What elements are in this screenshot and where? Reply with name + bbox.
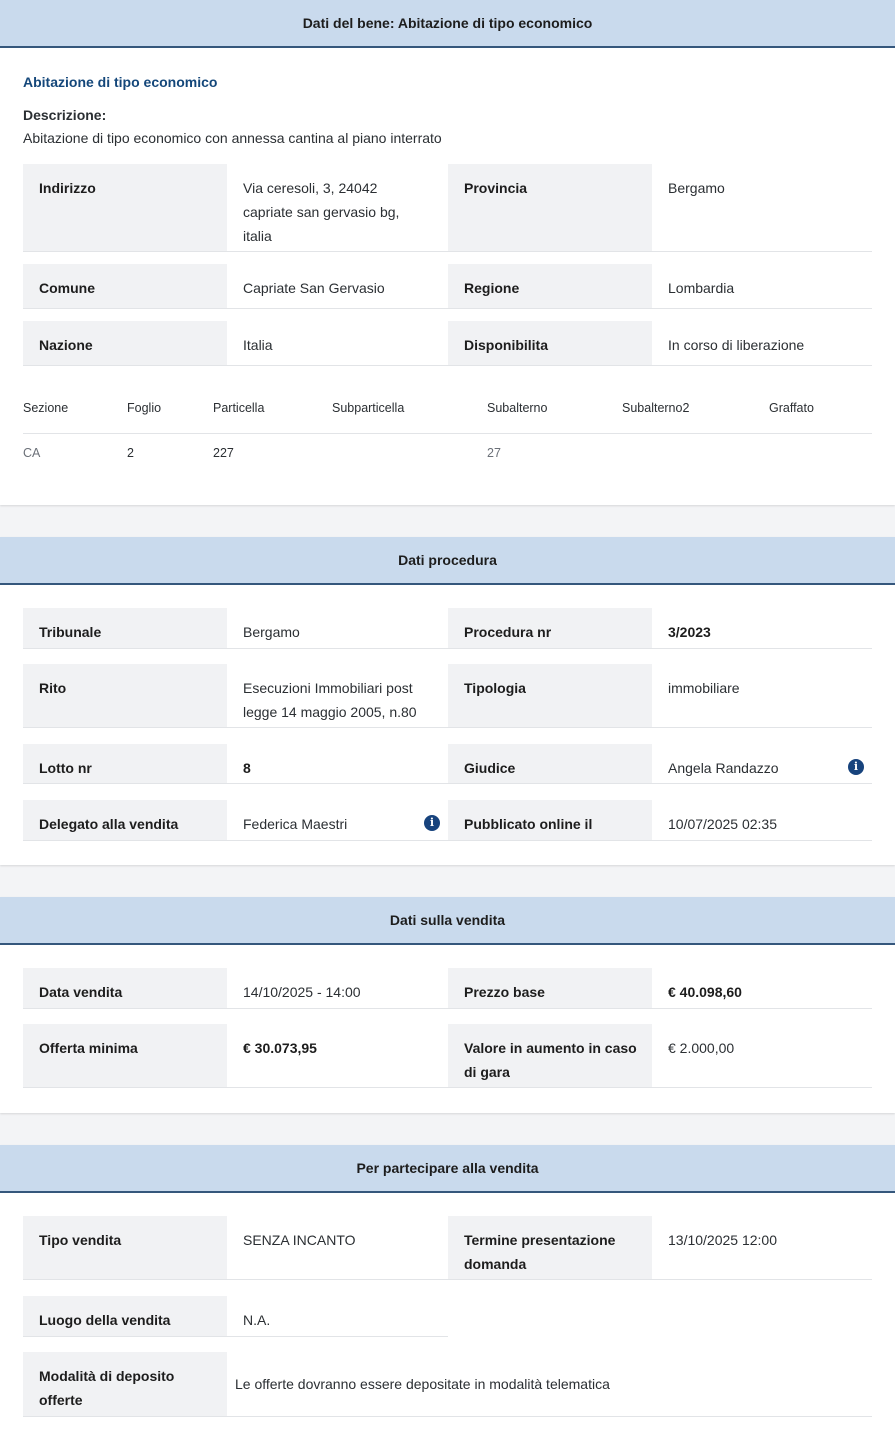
termine-value: 13/10/2025 12:00: [652, 1216, 872, 1280]
regione-value: Lombardia: [652, 264, 872, 309]
catasto-sezione: CA: [23, 446, 41, 461]
tipo-vendita-label: Tipo vendita: [23, 1216, 227, 1280]
catasto-table: [23, 388, 872, 473]
aumento-label: Valore in aumento in caso di gara: [448, 1024, 652, 1088]
procedura-grid-row-2: [23, 664, 872, 728]
dati-vendita-header: Dati sulla vendita: [0, 897, 895, 945]
bene-grid-row-3: [23, 321, 872, 366]
tribunale-value: Bergamo: [227, 608, 448, 649]
catasto-header-graffato: Graffato: [769, 388, 872, 433]
catasto-header-particella: Particella: [213, 388, 332, 433]
delegato-cell: [227, 800, 448, 841]
procedura-grid-row-4: [23, 800, 872, 841]
comune-label: Comune: [23, 264, 227, 309]
catasto-particella: 227: [213, 446, 234, 461]
catasto-graffato: [769, 433, 872, 473]
deposito-label: Modalità di deposito offerte: [23, 1352, 227, 1416]
dati-bene-header: Dati del bene: Abitazione di tipo economico: [0, 0, 895, 48]
bene-grid-row-2: [23, 264, 872, 309]
disponibilita-label: Disponibilita: [448, 321, 652, 366]
catasto-header-foglio: Foglio: [127, 388, 213, 433]
tipologia-value: immobiliare: [652, 664, 872, 728]
offerta-minima-label: Offerta minima: [23, 1024, 227, 1088]
dati-procedura-card: [0, 537, 895, 865]
lotto-value: 8: [227, 744, 448, 784]
comune-value: Capriate San Gervasio: [227, 264, 448, 309]
luogo-value: N.A.: [227, 1296, 448, 1337]
descrizione-label: Descrizione:: [23, 106, 107, 123]
offerta-minima-value: € 30.073,95: [227, 1024, 448, 1088]
vendita-grid-row-2: [23, 1024, 872, 1088]
giudice-cell: [652, 744, 872, 784]
procedura-nr-label: Procedura nr: [448, 608, 652, 649]
giudice-value: Angela Randazzo: [668, 760, 779, 776]
delegato-label: Delegato alla vendita: [23, 800, 227, 841]
partecipare-grid-row-2: [23, 1296, 872, 1337]
rito-label: Rito: [23, 664, 227, 728]
lotto-label: Lotto nr: [23, 744, 227, 784]
termine-label: Termine presentazione domanda: [448, 1216, 652, 1280]
vendita-grid-row-1: [23, 968, 872, 1009]
info-icon[interactable]: i: [848, 759, 864, 775]
catasto-subalterno: 27: [487, 446, 501, 461]
procedura-grid-row-1: [23, 608, 872, 649]
indirizzo-value: Via ceresoli, 3, 24042 capriate san gervasio bg, italia: [227, 164, 448, 252]
rito-value: Esecuzioni Immobiliari post legge 14 maggio 2005, n.80: [227, 664, 448, 728]
pubblicato-label: Pubblicato online il: [448, 800, 652, 841]
catasto-header-subalterno2: Subalterno2: [622, 388, 769, 433]
info-icon[interactable]: i: [424, 815, 440, 831]
procedura-grid-row-3: [23, 744, 872, 784]
catasto-header-subalterno: Subalterno: [487, 388, 622, 433]
catasto-subparticella: [332, 433, 487, 473]
provincia-value: Bergamo: [652, 164, 872, 252]
dati-bene-card: [0, 0, 895, 505]
tribunale-label: Tribunale: [23, 608, 227, 649]
nazione-value: Italia: [227, 321, 448, 366]
catasto-header-subparticella: Subparticella: [332, 388, 487, 433]
bene-grid-row-1: [23, 164, 872, 252]
disponibilita-value: In corso di liberazione: [652, 321, 872, 366]
tipologia-label: Tipologia: [448, 664, 652, 728]
giudice-label: Giudice: [448, 744, 652, 784]
catasto-header-row: [23, 388, 872, 433]
provincia-label: Provincia: [448, 164, 652, 252]
regione-label: Regione: [448, 264, 652, 309]
dati-vendita-card: [0, 897, 895, 1113]
table-row: [23, 433, 872, 473]
partecipare-header: Per partecipare alla vendita: [0, 1145, 895, 1193]
data-vendita-label: Data vendita: [23, 968, 227, 1009]
dati-procedura-header: Dati procedura: [0, 537, 895, 585]
luogo-label: Luogo della vendita: [23, 1296, 227, 1337]
nazione-label: Nazione: [23, 321, 227, 366]
catasto-foglio: 2: [127, 446, 134, 461]
partecipare-grid-row-3: [23, 1352, 872, 1417]
tipo-vendita-value: SENZA INCANTO: [227, 1216, 448, 1280]
delegato-value: Federica Maestri: [243, 816, 348, 832]
indirizzo-label: Indirizzo: [23, 164, 227, 252]
prezzo-base-label: Prezzo base: [448, 968, 652, 1009]
aumento-value: € 2.000,00: [652, 1024, 872, 1088]
catasto-subalterno2: [622, 433, 769, 473]
partecipare-grid-row-1: [23, 1216, 872, 1280]
bene-subtitle: Abitazione di tipo economico: [23, 74, 218, 90]
data-vendita-value: 14/10/2025 - 14:00: [227, 968, 448, 1009]
procedura-nr-value: 3/2023: [652, 608, 872, 649]
partecipare-card: [0, 1145, 895, 1443]
pubblicato-value: 10/07/2025 02:35: [652, 800, 872, 841]
deposito-value: Le offerte dovranno essere depositate in modalità telematica: [235, 1375, 610, 1392]
catasto-header-sezione: Sezione: [23, 388, 127, 433]
descrizione-text: Abitazione di tipo economico con annessa cantina al piano interrato: [23, 129, 442, 146]
prezzo-base-value: € 40.098,60: [652, 968, 872, 1009]
